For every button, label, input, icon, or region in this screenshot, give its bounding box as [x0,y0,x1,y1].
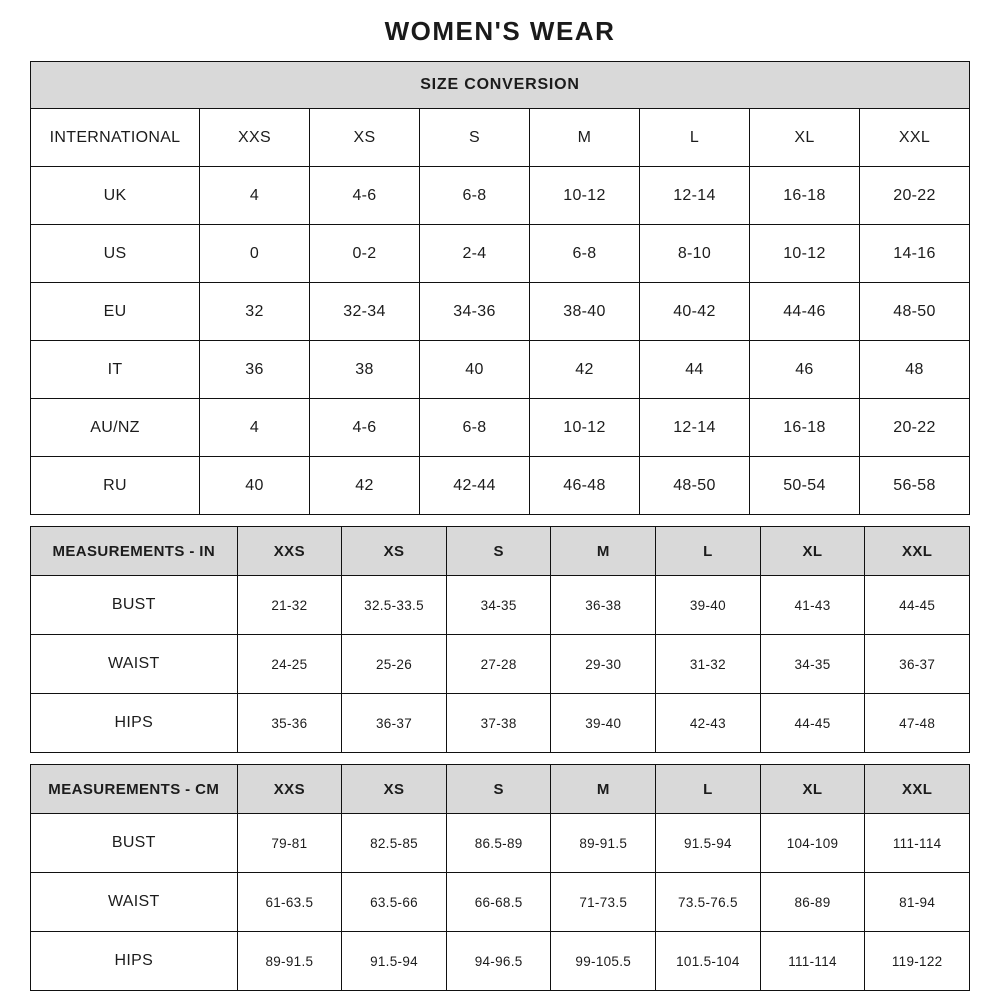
measurements-cm-table [30,764,970,991]
table-cell: 42 [529,341,639,399]
table-cell: 42-44 [419,457,529,515]
table-cell: XXL [859,109,969,167]
table-cell: 71-73.5 [551,873,656,932]
measurements-in-table [30,526,970,753]
table-cell: 16-18 [749,167,859,225]
table-cell: 20-22 [859,167,969,225]
table-row [31,635,970,694]
table-cell: 40-42 [639,283,749,341]
size-conversion-table [30,61,970,515]
page-title: WOMEN'S WEAR [384,16,616,46]
table-cell: 47-48 [865,694,970,753]
table-cell: 46 [749,341,859,399]
column-header: L [656,527,761,576]
table-cell: XL [749,109,859,167]
table-cell: 14-16 [859,225,969,283]
row-label: HIPS [31,694,238,753]
table-row [31,457,970,515]
table-cell: 44 [639,341,749,399]
table-cell: 38 [310,341,420,399]
table-cell: 29-30 [551,635,656,694]
table-cell: 0-2 [310,225,420,283]
table-row [31,109,970,167]
table-cell: 37-38 [446,694,551,753]
table-cell: 32.5-33.5 [342,576,447,635]
table-cell: XS [310,109,420,167]
table-cell: 48 [859,341,969,399]
table-cell: 50-54 [749,457,859,515]
table-cell: 10-12 [529,167,639,225]
table-row [31,932,970,991]
table-cell: 6-8 [529,225,639,283]
table-cell: 104-109 [760,814,865,873]
table-cell: 46-48 [529,457,639,515]
table-cell: 99-105.5 [551,932,656,991]
table-cell: 24-25 [237,635,342,694]
row-label: BUST [31,814,238,873]
column-header: XL [760,527,865,576]
table-cell: 6-8 [419,399,529,457]
table-cell: XXS [200,109,310,167]
table-cell: 35-36 [237,694,342,753]
table-cell: 34-35 [760,635,865,694]
table-cell: 34-36 [419,283,529,341]
table-cell: 32 [200,283,310,341]
table-cell: 16-18 [749,399,859,457]
table-row [31,399,970,457]
table-cell: 41-43 [760,576,865,635]
table-cell: 61-63.5 [237,873,342,932]
table-cell: 44-45 [865,576,970,635]
table-row [31,167,970,225]
table-cell: 89-91.5 [237,932,342,991]
table-cell: 101.5-104 [656,932,761,991]
table-cell: S [419,109,529,167]
table-cell: 40 [200,457,310,515]
table-cell: 63.5-66 [342,873,447,932]
table-cell: 86.5-89 [446,814,551,873]
table-cell: L [639,109,749,167]
column-header: M [551,765,656,814]
table-banner: SIZE CONVERSION [31,62,970,109]
table-row [31,225,970,283]
table-row [31,873,970,932]
table-cell: 32-34 [310,283,420,341]
table-cell: 36 [200,341,310,399]
table-cell: 4-6 [310,399,420,457]
table-row [31,341,970,399]
column-header: XL [760,765,865,814]
table-cell: 25-26 [342,635,447,694]
table-cell: 10-12 [529,399,639,457]
table-cell: 89-91.5 [551,814,656,873]
table-cell: 44-45 [760,694,865,753]
table-cell: 31-32 [656,635,761,694]
row-label: UK [31,167,200,225]
table-cell: 81-94 [865,873,970,932]
table-cell: 4 [200,399,310,457]
column-header: M [551,527,656,576]
row-label: BUST [31,576,238,635]
column-header: XXL [865,765,970,814]
table-title-cell: MEASUREMENTS - CM [31,765,238,814]
table-cell: 79-81 [237,814,342,873]
table-cell: 4 [200,167,310,225]
table-cell: 42-43 [656,694,761,753]
table-cell: 44-46 [749,283,859,341]
row-label: AU/NZ [31,399,200,457]
table-row [31,694,970,753]
table-cell: 86-89 [760,873,865,932]
column-header: XS [342,527,447,576]
row-label: WAIST [31,873,238,932]
table-cell: 27-28 [446,635,551,694]
table-cell: 20-22 [859,399,969,457]
row-label: HIPS [31,932,238,991]
table-cell: 36-37 [342,694,447,753]
table-cell: 8-10 [639,225,749,283]
table-cell: 91.5-94 [342,932,447,991]
table-cell: 82.5-85 [342,814,447,873]
table-cell: 2-4 [419,225,529,283]
row-label: RU [31,457,200,515]
row-label: US [31,225,200,283]
table-cell: 42 [310,457,420,515]
table-cell: 21-32 [237,576,342,635]
table-title-cell: MEASUREMENTS - IN [31,527,238,576]
table-cell: M [529,109,639,167]
table-cell: 6-8 [419,167,529,225]
column-header: XXL [865,527,970,576]
table-cell: 12-14 [639,399,749,457]
row-label: WAIST [31,635,238,694]
table-cell: 48-50 [859,283,969,341]
table-cell: 0 [200,225,310,283]
column-header: L [656,765,761,814]
column-header: XXS [237,527,342,576]
table-cell: 111-114 [760,932,865,991]
table-cell: 56-58 [859,457,969,515]
table-cell: 12-14 [639,167,749,225]
table-cell: 36-37 [865,635,970,694]
column-header: S [446,527,551,576]
table-row [31,283,970,341]
table-cell: 73.5-76.5 [656,873,761,932]
table-cell: 91.5-94 [656,814,761,873]
row-label: EU [31,283,200,341]
table-cell: 34-35 [446,576,551,635]
table-cell: 38-40 [529,283,639,341]
column-header: XS [342,765,447,814]
table-cell: 94-96.5 [446,932,551,991]
table-cell: 111-114 [865,814,970,873]
table-cell: 36-38 [551,576,656,635]
column-header: S [446,765,551,814]
table-cell: 10-12 [749,225,859,283]
table-cell: 4-6 [310,167,420,225]
table-cell: 39-40 [551,694,656,753]
table-cell: 48-50 [639,457,749,515]
row-label: INTERNATIONAL [31,109,200,167]
row-label: IT [31,341,200,399]
table-cell: 66-68.5 [446,873,551,932]
table-row [31,576,970,635]
table-cell: 40 [419,341,529,399]
column-header: XXS [237,765,342,814]
table-row [31,814,970,873]
table-cell: 39-40 [656,576,761,635]
table-cell: 119-122 [865,932,970,991]
